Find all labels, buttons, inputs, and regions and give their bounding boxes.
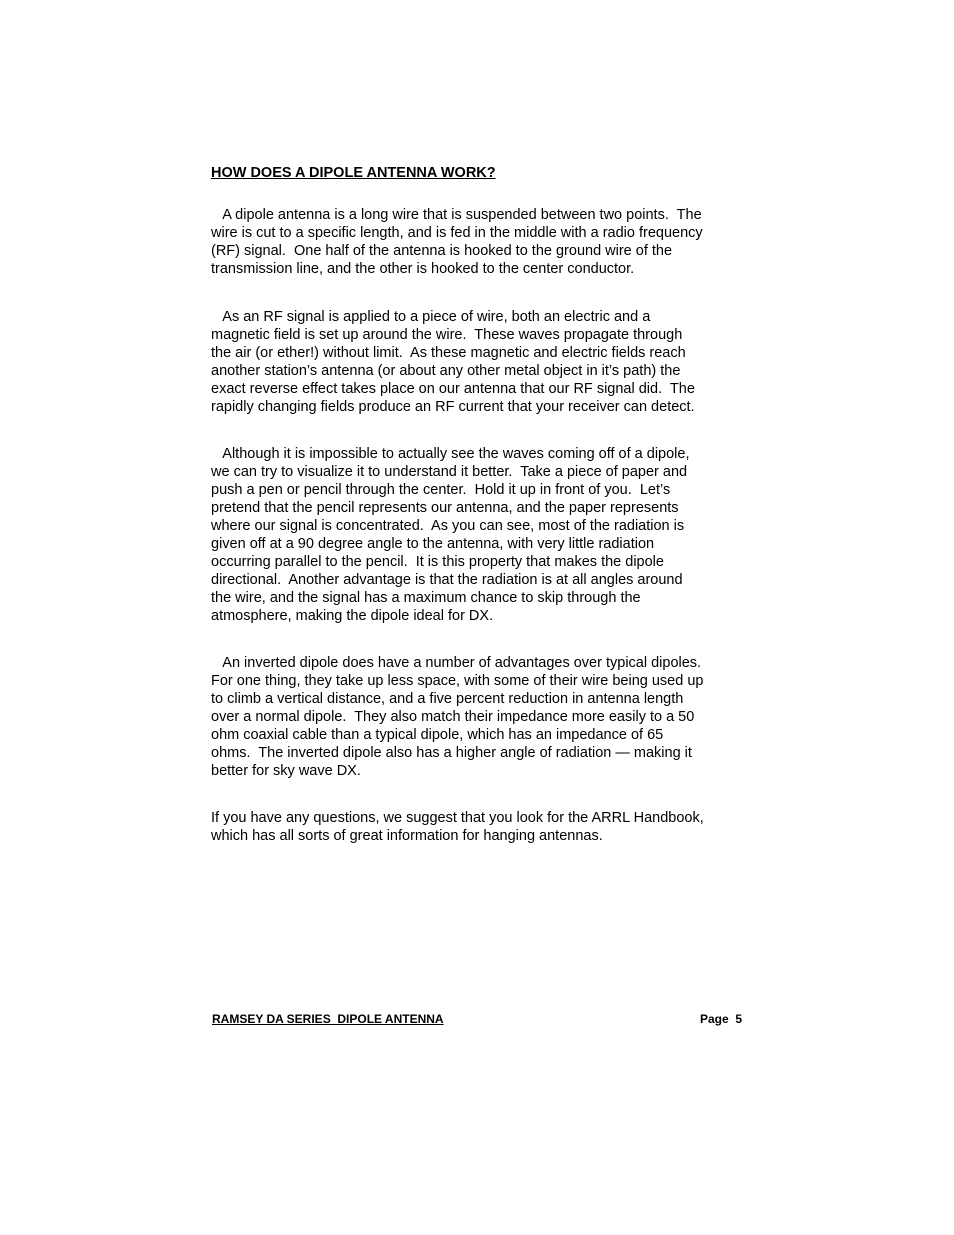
text-line: the air (or ether!) without limit. As these magnetic and electric fields reach bbox=[211, 345, 686, 361]
text-line: occurring parallel to the pencil. It is this property that makes the dipole bbox=[211, 554, 664, 570]
section-heading: HOW DOES A DIPOLE ANTENNA WORK? bbox=[211, 165, 496, 181]
paragraph-inverted-dipole bbox=[211, 654, 751, 780]
text-line: where our signal is concentrated. As you can see, most of the radiation is bbox=[211, 518, 685, 534]
text-line: exact reverse effect takes place on our antenna that our RF signal did. The bbox=[211, 381, 695, 397]
text-line: If you have any questions, we suggest that you look for the ARRL Handbook, bbox=[211, 810, 704, 826]
text-line: better for sky wave DX. bbox=[211, 763, 361, 779]
text-line: Although it is impossible to actually see the waves coming off of a dipole, bbox=[211, 446, 690, 462]
text-line: directional. Another advantage is that the radiation is at all angles around bbox=[211, 572, 683, 588]
text-line: which has all sorts of great information for hanging antennas. bbox=[211, 828, 603, 844]
text-line: magnetic field is set up around the wire. These waves propagate through bbox=[211, 327, 683, 343]
text-line: over a normal dipole. They also match their impedance more easily to a 50 bbox=[211, 709, 695, 725]
text-line: rapidly changing fields produce an RF current that your receiver can detect. bbox=[211, 399, 695, 415]
page-number: Page 5 bbox=[700, 1012, 743, 1026]
footer-title: RAMSEY DA SERIES DIPOLE ANTENNA bbox=[212, 1012, 444, 1026]
text-line: As an RF signal is applied to a piece of wire, both an electric and a bbox=[211, 309, 651, 325]
text-line: another station’s antenna (or about any other metal object in it’s path) the bbox=[211, 363, 681, 379]
paragraph-visualization bbox=[211, 445, 751, 625]
text-line: (RF) signal. One half of the antenna is hooked to the ground wire of the bbox=[211, 243, 673, 259]
paragraph-questions bbox=[211, 809, 751, 845]
text-line: pretend that the pencil represents our antenna, and the paper represents bbox=[211, 500, 679, 516]
text-line: to climb a vertical distance, and a five percent reduction in antenna length bbox=[211, 691, 684, 707]
text-line: For one thing, they take up less space, with some of their wire being used up bbox=[211, 673, 704, 689]
text-line: the wire, and the signal has a maximum chance to skip through the bbox=[211, 590, 641, 606]
text-line: wire is cut to a specific length, and is fed in the middle with a radio frequency bbox=[211, 225, 703, 241]
text-line: given off at a 90 degree angle to the antenna, with very little radiation bbox=[211, 536, 655, 552]
text-line: ohms. The inverted dipole also has a higher angle of radiation — making it bbox=[211, 745, 692, 761]
text-line: atmosphere, making the dipole ideal for DX. bbox=[211, 608, 494, 624]
text-line: we can try to visualize it to understand it better. Take a piece of paper and bbox=[211, 464, 688, 480]
text-line: An inverted dipole does have a number of advantages over typical dipoles. bbox=[211, 655, 702, 671]
text-line: A dipole antenna is a long wire that is suspended between two points. The bbox=[211, 207, 702, 223]
text-line: push a pen or pencil through the center. Hold it up in front of you. Let’s bbox=[211, 482, 671, 498]
text-line: transmission line, and the other is hooked to the center conductor. bbox=[211, 261, 635, 277]
text-line: ohm coaxial cable than a typical dipole, which has an impedance of 65 bbox=[211, 727, 664, 743]
paragraph-dipole-definition bbox=[211, 206, 751, 278]
paragraph-rf-fields bbox=[211, 308, 751, 416]
